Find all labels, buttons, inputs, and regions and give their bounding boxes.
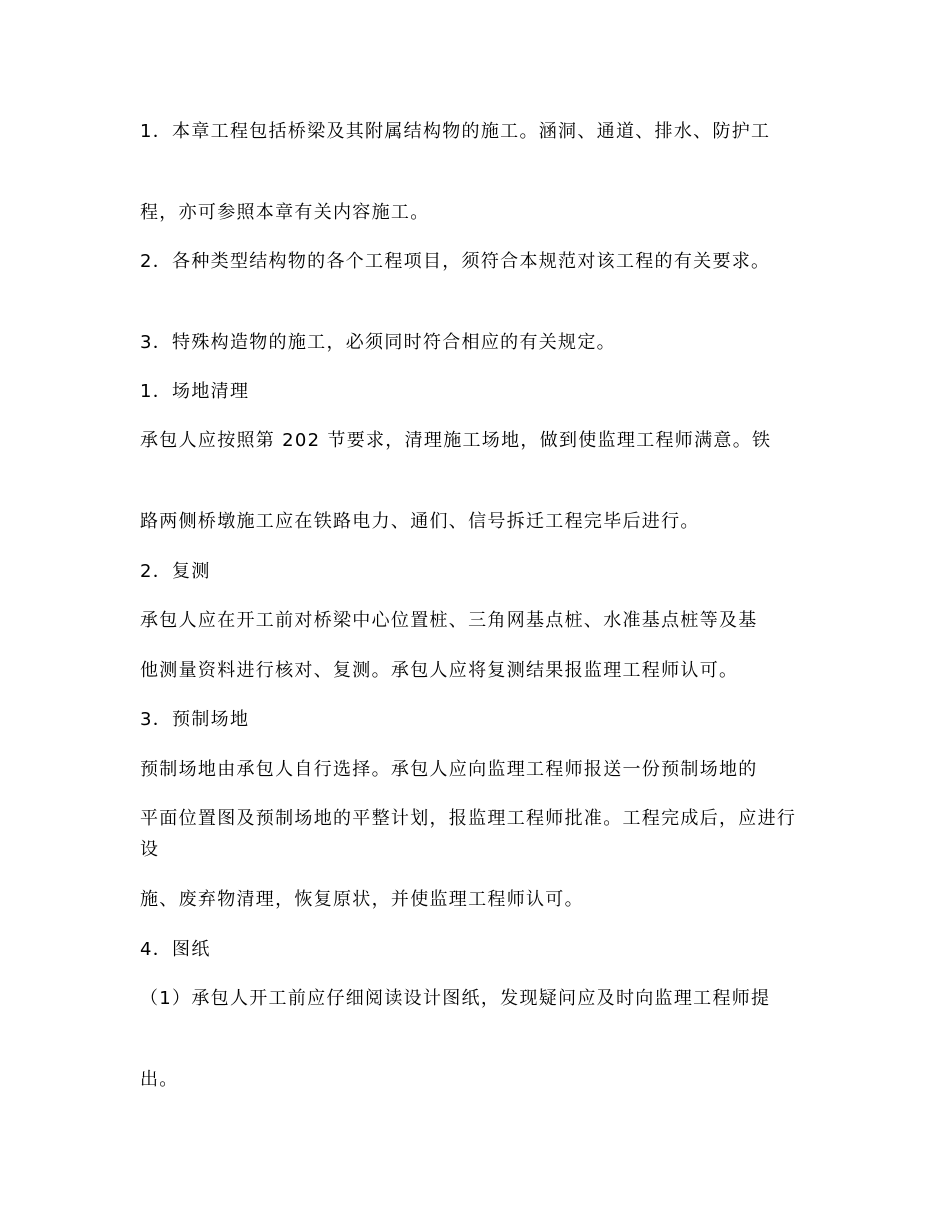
section-heading-resurvey: 2．复测: [140, 561, 211, 582]
paragraph-line-2: 程，亦可参照本章有关内容施工。: [140, 202, 430, 223]
paragraph-line-7: 路两侧桥墩施工应在铁路电力、通们、信号拆迁工程完毕后进行。: [140, 511, 700, 532]
section-heading-prefab-site: 3．预制场地: [140, 709, 250, 730]
section-heading-drawings: 4．图纸: [140, 939, 211, 960]
paragraph-line-4: 3．特殊构造物的施工，必须同时符合相应的有关规定。: [140, 332, 616, 353]
paragraph-line-14: 施、废弃物清理，恢复原状，并使监理工程师认可。: [140, 889, 584, 910]
paragraph-line-12: 预制场地由承包人自行选择。承包人应向监理工程师报送一份预制场地的: [140, 759, 758, 780]
paragraph-line-10: 他测量资料进行核对、复测。承包人应将复测结果报监理工程师认可。: [140, 660, 739, 681]
section-heading-site-clearing: 1．场地清理: [140, 381, 250, 402]
paragraph-line-9: 承包人应在开工前对桥梁中心位置桩、三角网基点桩、水准基点桩等及基: [140, 610, 758, 631]
paragraph-line-6: 承包人应按照第 202 节要求，清理施工场地，做到使监理工程师满意。铁: [140, 430, 772, 451]
paragraph-line-17: 出。: [140, 1069, 179, 1090]
paragraph-line-13: 平面位置图及预制场地的平整计划，报监理工程师批准。工程完成后，应进行设: [140, 808, 797, 860]
paragraph-line-1: 1．本章工程包括桥梁及其附属结构物的施工。涵洞、通道、排水、防护工: [140, 121, 771, 142]
paragraph-line-16: （1）承包人开工前应仔细阅读设计图纸，发现疑问应及时向监理工程师提: [140, 988, 771, 1009]
paragraph-line-3: 2．各种类型结构物的各个工程项目，须符合本规范对该工程的有关要求。: [140, 251, 771, 272]
